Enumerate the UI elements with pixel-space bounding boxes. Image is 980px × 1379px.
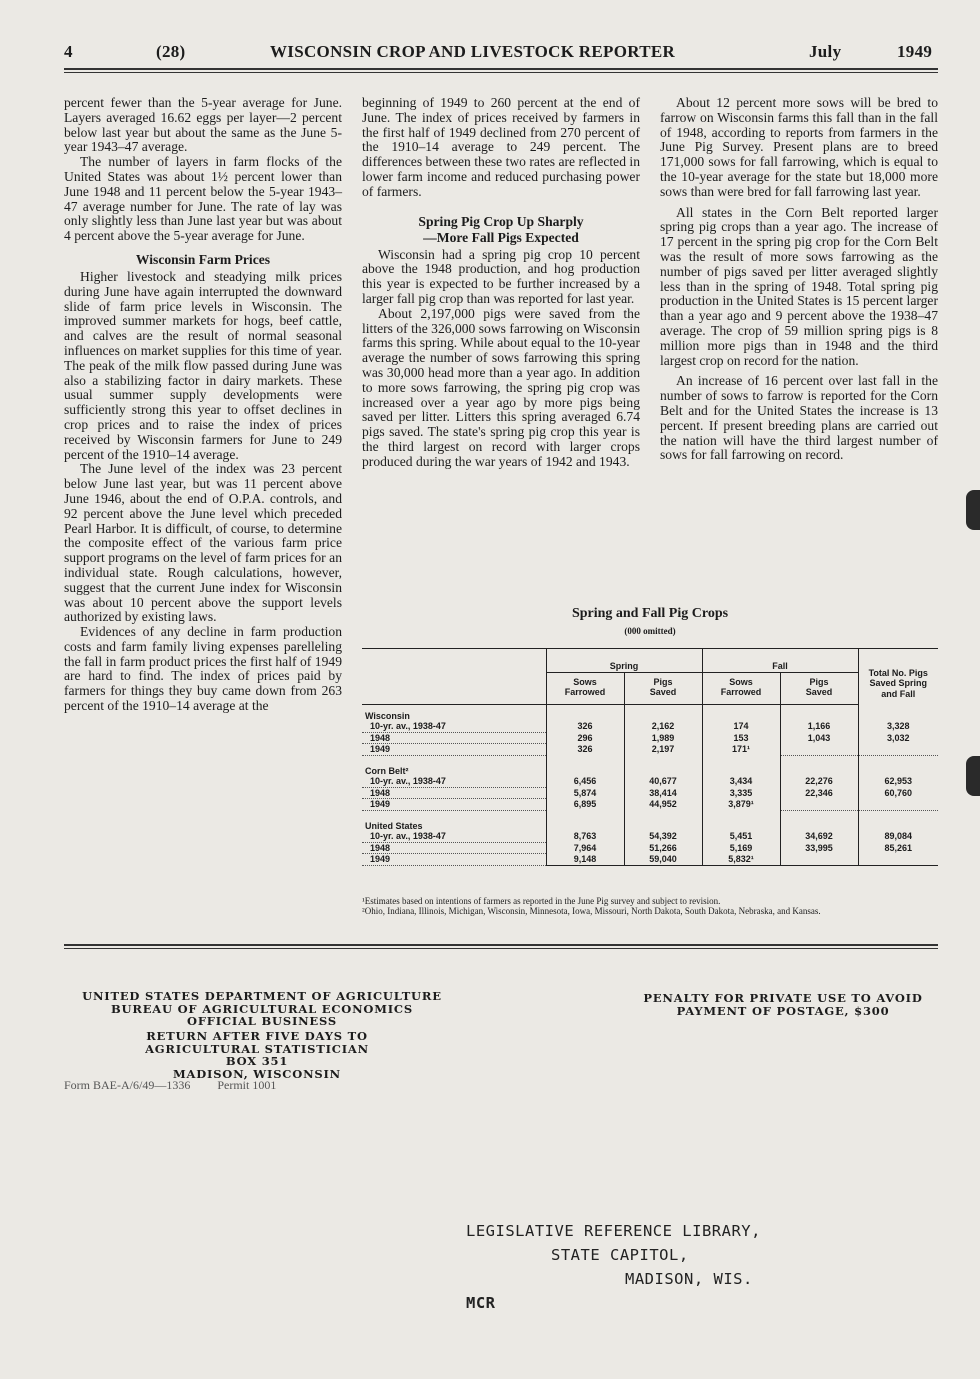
table-row <box>362 799 938 811</box>
binding-clip-mark <box>966 490 980 530</box>
paragraph: Wisconsin had a spring pig crop 10 percent above the 1948 production, and hog production this year is expected to be further increased by a larger fall pig crop than was reported for last year. <box>362 246 640 306</box>
pig-crops-table <box>362 648 938 866</box>
paragraph: beginning of 1949 to 260 percent at the end of June. The index of prices received by farmers in the first half of 1949 declined from 270 percent of the 1910–14 average to 249 percent. The differences between these two rates are reflected in lower farm income and reduced purchasing power of farmers. <box>362 95 640 199</box>
table-row <box>362 854 938 866</box>
issue-number: (28) <box>156 42 186 61</box>
footer-rule-thin <box>64 948 938 949</box>
header-rule <box>64 68 938 70</box>
spring-pigs-header: Pigs Saved <box>624 672 702 704</box>
permit-id: Permit 1001 <box>217 1078 277 1092</box>
group-label: Wisconsin <box>365 710 410 721</box>
cell: 2,162 <box>624 721 702 732</box>
cell: 62,953 <box>858 776 938 787</box>
cell <box>858 854 938 866</box>
cell: 33,995 <box>780 842 858 854</box>
cell: 54,392 <box>624 831 702 842</box>
group-label: United States <box>365 820 423 831</box>
spring-sows-header: Sows Farrowed <box>546 672 624 704</box>
binding-clip-mark <box>966 756 980 796</box>
column-1 <box>64 96 342 714</box>
issue-month: July <box>809 42 842 61</box>
column-2 <box>362 96 640 470</box>
table-row <box>362 744 938 756</box>
table-footnote-1: ¹Estimates based on intentions of farmers as reported in the June Pig survey and subject to revision. <box>362 896 721 906</box>
address-code: MCR <box>466 1294 496 1312</box>
cell: 1,166 <box>780 721 858 732</box>
return-line: MADISON, WISCONSIN <box>173 1066 341 1081</box>
paragraph: About 12 percent more sows will be bred to farrow on Wisconsin farms this fall than in the fall of 1948, according to reports from farmers in the June Pig Survey. Present plans are to breed 171,000 sows for fall farrowing, which is equal to the 10-year average for the state but 18,000 more sows than were bred for fall farrowing last year. <box>660 95 938 199</box>
official-business-line: OFFICIAL BUSINESS <box>187 1014 337 1028</box>
cell: 296 <box>546 732 624 744</box>
cell: 1,043 <box>780 732 858 744</box>
paragraph: An increase of 16 percent over last fall in the number of sows to farrow is reported for the Corn Belt and for the United States the increase is 13 percent. If present breeding plans are carried out the nation will have the third largest number of sows for fall farrowing on record. <box>660 373 938 463</box>
address-line: MADISON, WIS. <box>625 1270 753 1288</box>
cell: 40,677 <box>624 776 702 787</box>
form-number <box>64 1078 276 1093</box>
penalty-block <box>628 992 938 1017</box>
table-title: Spring and Fall Pig Crops <box>571 606 729 621</box>
cell: 7,964 <box>546 842 624 854</box>
cell: 3,879¹ <box>702 799 780 811</box>
cell: 8,763 <box>546 831 624 842</box>
penalty-line: PENALTY FOR PRIVATE USE TO AVOID <box>643 991 923 1005</box>
issue-year: 1949 <box>897 42 933 61</box>
cell: 38,414 <box>624 787 702 799</box>
table-subtitle: (000 omitted) <box>624 626 676 636</box>
department-line: UNITED STATES DEPARTMENT OF AGRICULTURE <box>82 989 442 1003</box>
cell: 6,456 <box>546 776 624 787</box>
row-label: 10-yr. av., 1938-47 <box>362 831 546 842</box>
cell: 2,197 <box>624 744 702 756</box>
return-line: RETURN AFTER FIVE DAYS TO <box>146 1029 368 1043</box>
cell: 9,148 <box>546 854 624 866</box>
section-heading-farm-prices: Wisconsin Farm Prices <box>135 251 271 267</box>
table-row <box>362 787 938 799</box>
cell: 85,261 <box>858 842 938 854</box>
heading-line: Spring Pig Crop Up Sharply <box>418 213 584 229</box>
cell: 34,692 <box>780 831 858 842</box>
form-id: Form BAE-A/6/49—1336 <box>64 1078 191 1092</box>
row-label: 1948 <box>362 842 546 854</box>
return-line: AGRICULTURAL STATISTICIAN <box>145 1041 369 1056</box>
paragraph: Higher livestock and steadying milk prices during June have again interrupted the downward slide of farm price levels in Wisconsin. The improved summer markets for hogs, beef cattle, and calves are the result of normal seasonal influences on market supplies for this time of year. The peak of the milk flow passed during June was also a stabilizing factor in dairy markets. These usual summer supply developments were sufficiently strong this year to offset declines in crop prices and to raise the index of prices received by Wisconsin farmers for June to 249 percent of the 1910–14 average. <box>64 268 342 462</box>
table-body <box>362 704 938 865</box>
cell: 44,952 <box>624 799 702 811</box>
return-line: BOX 351 <box>225 1054 289 1068</box>
cell: 3,335 <box>702 787 780 799</box>
cell: 22,346 <box>780 787 858 799</box>
cell: 6,895 <box>546 799 624 811</box>
row-label: 10-yr. av., 1938-47 <box>362 776 546 787</box>
column-3 <box>660 96 938 463</box>
row-label: 1949 <box>362 744 546 756</box>
paragraph: About 2,197,000 pigs were saved from the litters of the 326,000 sows farrowing on Wisconsin farms this spring. While about equal to the 10-year average the number of sows farrowing this spring was 30,000 head more than a year ago. In addition to more sows farrowing, the spring pig crop was increased over a year ago by more pigs being saved per litter. Litters this spring averaged 6.74 pigs saved. The state's spring pig crop this year is the third largest on record with larger crops produced during the war years of 1942 and 1943. <box>362 305 640 469</box>
cell: 60,760 <box>858 787 938 799</box>
cell: 5,451 <box>702 831 780 842</box>
table-footnote-2: ²Ohio, Indiana, Illinois, Michigan, Wisconsin, Minnesota, Iowa, Missouri, North Dakota, South Dakota, Nebraska, and Kansas. <box>362 906 821 916</box>
cell: 326 <box>546 744 624 756</box>
cell: 171¹ <box>702 744 780 756</box>
paragraph: The number of layers in farm flocks of the United States was about 1½ percent lower than June 1948 and 11 percent below the 5-year 1943–47 average number for June. The rate of lay was only slightly less than June last year but was about 4 percent above the 5-year average for June. <box>64 154 342 244</box>
cell: 174 <box>702 721 780 732</box>
row-label: 1949 <box>362 799 546 811</box>
penalty-line: PAYMENT OF POSTAGE, $300 <box>676 1003 890 1018</box>
page-number: 4 <box>64 42 73 61</box>
paragraph: All states in the Corn Belt reported larger spring pig crops than a year ago. The increase of 17 percent in the spring pig crop for the Corn Belt was the result of more sows farrowing as the number of pigs saved per litter averaged slightly less than in the spring of 1948. Total spring pig production in the United States is 15 percent larger than a year ago and 9 percent above the 1938–47 average. The crop of 59 million spring pigs is 8 million more pigs than in 1948 and the third largest crop on record for the nation. <box>660 204 938 368</box>
cell <box>780 799 858 811</box>
cell: 3,434 <box>702 776 780 787</box>
header-rule-thin <box>64 72 938 73</box>
address-line: STATE CAPITOL, <box>551 1246 689 1264</box>
table-row <box>362 732 938 744</box>
footer-rule <box>64 944 938 946</box>
cell: 5,832¹ <box>702 854 780 866</box>
publication-title: WISCONSIN CROP AND LIVESTOCK REPORTER <box>270 42 676 61</box>
table-row <box>362 776 938 787</box>
fall-sows-header: Sows Farrowed <box>702 672 780 704</box>
address-line: LEGISLATIVE REFERENCE LIBRARY, <box>466 1222 761 1240</box>
department-block <box>64 990 460 1028</box>
cell: 5,874 <box>546 787 624 799</box>
row-label: 1948 <box>362 732 546 744</box>
row-label: 1948 <box>362 787 546 799</box>
cell: 326 <box>546 721 624 732</box>
cell: 3,032 <box>858 732 938 744</box>
table-corner <box>362 672 546 704</box>
bureau-line: BUREAU OF AGRICULTURAL ECONOMICS <box>110 1001 413 1016</box>
table-row <box>362 721 938 732</box>
return-address-block <box>64 1030 450 1080</box>
total-header: Total No. Pigs Saved Spring and Fall <box>858 649 938 705</box>
row-label: 10-yr. av., 1938-47 <box>362 721 546 732</box>
cell: 89,084 <box>858 831 938 842</box>
cell <box>858 744 938 756</box>
cell: 153 <box>702 732 780 744</box>
page-header <box>64 42 938 66</box>
cell <box>858 799 938 811</box>
cell: 51,266 <box>624 842 702 854</box>
paragraph: percent fewer than the 5-year average for June. Layers averaged 16.62 eggs per layer—2 percent below last year but about the same as the June 5-year 1943–47 average. <box>64 95 342 155</box>
fall-pigs-header: Pigs Saved <box>780 672 858 704</box>
group-label: Corn Belt² <box>365 765 409 776</box>
cell: 59,040 <box>624 854 702 866</box>
paragraph: The June level of the index was 23 percent below June last year, but was 11 percent above June 1946, about the end of O.P.A. controls, and 92 percent above the June level which preceded Pearl Harbor. It is difficult, of course, to determine the composite effect of the various farm price support programs on the level of farm prices for an individual state. Rough calculations, however, suggest that the current June index for Wisconsin was about 10 percent above the support levels authorized by existing laws. <box>64 461 342 625</box>
table-corner <box>362 649 546 673</box>
cell <box>780 854 858 866</box>
cell: 1,989 <box>624 732 702 744</box>
spring-header: Spring <box>546 649 702 673</box>
row-label: 1949 <box>362 854 546 866</box>
cell: 22,276 <box>780 776 858 787</box>
cell <box>780 744 858 756</box>
table-row <box>362 842 938 854</box>
table-row <box>362 831 938 842</box>
heading-line: —More Fall Pigs Expected <box>423 229 579 245</box>
section-heading-pig-crop <box>362 214 640 246</box>
cell: 5,169 <box>702 842 780 854</box>
fall-header: Fall <box>702 649 858 673</box>
cell: 3,328 <box>858 721 938 732</box>
paragraph: Evidences of any decline in farm production costs and farm family living expenses parelleling the fall in farm product prices the first half of 1949 are hard to find. The index of prices paid by farmers for things they buy came down from 263 percent of the 1910–14 average at the <box>64 624 342 714</box>
